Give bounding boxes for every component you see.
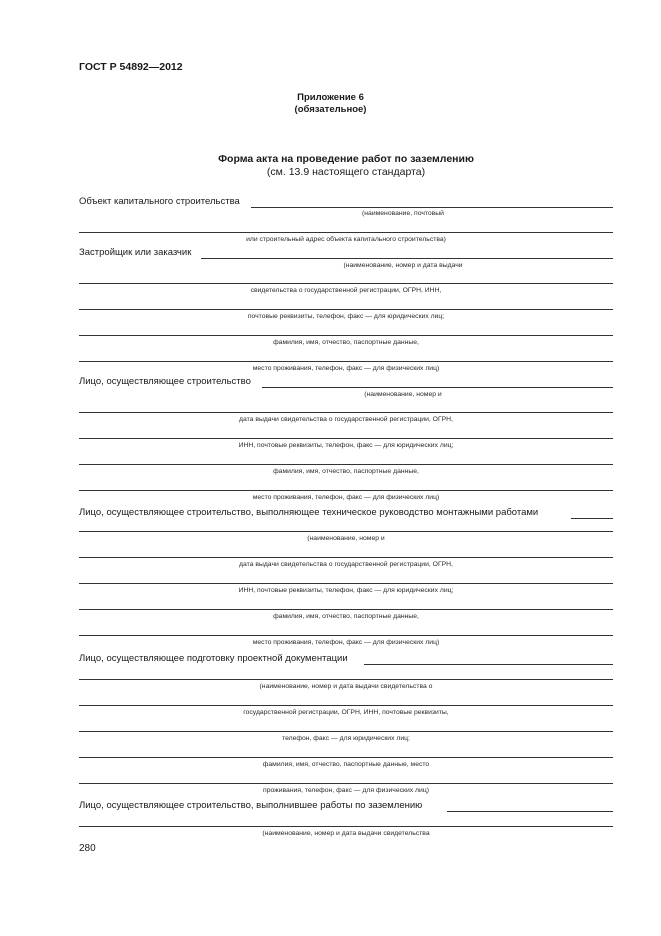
field-caption: или строительный адрес объекта капитального строительства) xyxy=(246,236,446,243)
developer-label: Застройщик или заказчик xyxy=(79,247,192,258)
annex-title: Приложение 6 xyxy=(297,92,364,103)
grounding-contractor-input-line[interactable] xyxy=(447,811,613,812)
object-label: Объект капитального строительства xyxy=(79,196,240,207)
field-caption: фамилия, имя, отчество, паспортные данные, xyxy=(273,339,419,346)
designer-input-line-6[interactable] xyxy=(79,783,613,784)
tech-supervisor-field[interactable] xyxy=(79,506,613,519)
field-caption: фамилия, имя, отчество, паспортные данные, место xyxy=(262,761,430,768)
tech-supervisor-label: Лицо, осуществляющее строительство, выполняющее техническое руководство монтажными работами xyxy=(79,507,539,518)
field-caption: место проживания, телефон, факс — для физических лиц) xyxy=(252,494,440,501)
annex-status: (обязательное) xyxy=(294,104,367,115)
field-caption: ИНН, почтовые реквизиты, телефон, факс — для юридических лиц; xyxy=(238,587,454,594)
builder-field[interactable] xyxy=(79,375,613,388)
developer-input-line-3[interactable] xyxy=(79,309,613,310)
field-caption: (наименование, номер и xyxy=(364,391,442,398)
tech-supervisor-input-line-2[interactable] xyxy=(79,531,613,532)
field-caption: (наименование, почтовый xyxy=(362,210,444,217)
designer-input-line-4[interactable] xyxy=(79,731,613,732)
field-caption: государственной регистрации, ОГРН, ИНН, почтовые реквизиты, xyxy=(243,709,449,716)
designer-input-line-2[interactable] xyxy=(79,679,613,680)
field-caption: фамилия, имя, отчество, паспортные данные, xyxy=(273,468,419,475)
grounding-contractor-field[interactable] xyxy=(79,799,613,812)
object-input-line-2[interactable] xyxy=(79,232,613,233)
field-caption: свидетельства о государственной регистрации, ОГРН, ИНН, xyxy=(250,287,442,294)
grounding-contractor-label: Лицо, осуществляющее строительство, выполнившее работы по заземлению xyxy=(79,800,423,811)
field-caption: фамилия, имя, отчество, паспортные данные, xyxy=(273,613,419,620)
tech-supervisor-input-line-6[interactable] xyxy=(79,635,613,636)
form-subtitle: (см. 13.9 настоящего стандарта) xyxy=(266,166,426,178)
field-caption: телефон, факс — для юридических лиц; xyxy=(282,735,410,742)
form-title: Форма акта на проведение работ по заземлению xyxy=(218,153,474,165)
builder-input-line-4[interactable] xyxy=(79,464,613,465)
field-caption: почтовые реквизиты, телефон, факс — для юридических лиц; xyxy=(247,313,445,320)
field-caption: ИНН, почтовые реквизиты, телефон, факс — для юридических лиц; xyxy=(238,442,454,449)
developer-input-line-4[interactable] xyxy=(79,335,613,336)
grounding-contractor-input-line-2[interactable] xyxy=(79,826,613,827)
tech-supervisor-input-line-3[interactable] xyxy=(79,557,613,558)
object-field[interactable] xyxy=(79,195,613,208)
field-caption: (наименование, номер и дата выдачи свидетельства о xyxy=(259,683,433,690)
designer-label: Лицо, осуществляющее подготовку проектной документации xyxy=(79,653,348,664)
page-number: 280 xyxy=(79,843,96,854)
tech-supervisor-input-line-5[interactable] xyxy=(79,609,613,610)
field-caption: (наименование, номер и дата выдачи xyxy=(343,262,463,269)
tech-supervisor-input-line-4[interactable] xyxy=(79,583,613,584)
builder-input-line[interactable] xyxy=(262,387,613,388)
builder-label: Лицо, осуществляющее строительство xyxy=(79,376,251,387)
developer-input-line[interactable] xyxy=(201,258,613,259)
developer-input-line-5[interactable] xyxy=(79,361,613,362)
developer-input-line-2[interactable] xyxy=(79,283,613,284)
builder-input-line-5[interactable] xyxy=(79,490,613,491)
object-input-line[interactable] xyxy=(251,207,613,208)
designer-input-line-3[interactable] xyxy=(79,705,613,706)
field-caption: (наименование, номер и дата выдачи свидетельства xyxy=(262,830,430,837)
designer-input-line[interactable] xyxy=(364,664,613,665)
field-caption: дата выдачи свидетельства о государственной регистрации, ОГРН, xyxy=(239,561,453,568)
designer-field[interactable] xyxy=(79,652,613,665)
field-caption: (наименование, номер и xyxy=(307,535,385,542)
field-caption: проживания, телефон, факс — для физических лиц) xyxy=(263,787,429,794)
developer-field[interactable] xyxy=(79,246,613,259)
field-caption: место проживания, телефон, факс — для физических лиц) xyxy=(252,365,440,372)
field-caption: место проживания, телефон, факс — для физических лиц) xyxy=(252,639,440,646)
builder-input-line-3[interactable] xyxy=(79,438,613,439)
builder-input-line-2[interactable] xyxy=(79,412,613,413)
designer-input-line-5[interactable] xyxy=(79,757,613,758)
document-code: ГОСТ Р 54892—2012 xyxy=(79,61,183,73)
tech-supervisor-input-line[interactable] xyxy=(571,518,613,519)
field-caption: дата выдачи свидетельства о государственной регистрации, ОГРН, xyxy=(239,416,453,423)
